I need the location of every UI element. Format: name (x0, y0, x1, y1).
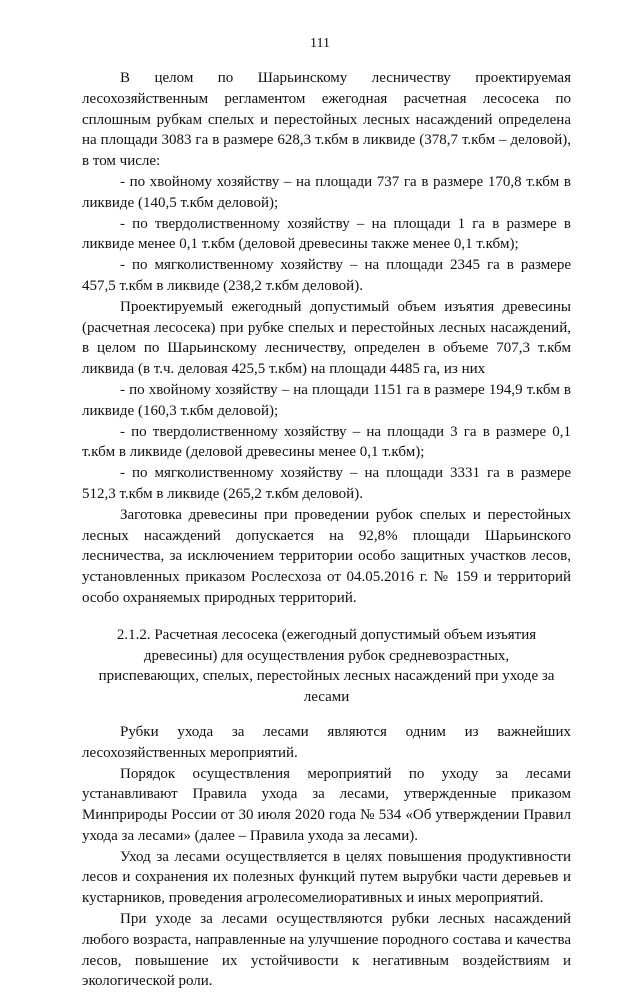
list-item: - по твердолиственному хозяйству – на площади 3 га в размере 0,1 т.кбм в ликвиде (деловой древесины менее 0,1 т.кбм); (82, 423, 571, 461)
paragraph: Порядок осуществления мероприятий по уходу за лесами устанавливают Правила ухода за лесами, утвержденные приказом Минприроды России от 30 июля 2020 года № 534 «Об утверждении Правил ухода за лесами» (далее – Правила ухода за лесами). (82, 765, 571, 844)
list-item: - по мягколиственному хозяйству – на площади 2345 га в размере 457,5 т.кбм в ликвиде (238,2 т.кбм деловой). (82, 257, 571, 294)
list-item: - по хвойному хозяйству – на площади 1151 га в размере 194,9 т.кбм в ликвиде (160,3 т.кбм деловой); (82, 381, 571, 419)
section-forest-care (82, 722, 571, 992)
section-heading: 2.1.2. Расчетная лесосека (ежегодный допустимый объем изъятия древесины) для осуществления рубок средневозрастных, приспевающих, спелых, перестойных лесных насаждений при уходе за лесами (98, 626, 555, 706)
section-calculated-cutting-area (82, 68, 571, 609)
paragraph: Уход за лесами осуществляется в целях повышения продуктивности лесов и сохранения их полезных функций путем вырубки части деревьев и кустарников, проведения агролесомелиоративных и иных мероприятий. (82, 848, 571, 907)
paragraph: Рубки ухода за лесами являются одним из важнейших лесохозяйственных мероприятий. (82, 723, 571, 761)
paragraph: Заготовка древесины при проведении рубок спелых и перестойных лесных насаждений допускается на 92,8% площади Шарьинского лесничества, за исключением территории особо защитных участков лесов, установленных приказом Рослесхоза от 04.05.2016 г. № 159 и территорий особо охраняемых природных территорий. (82, 506, 571, 606)
document-body (82, 68, 571, 992)
list-item: - по хвойному хозяйству – на площади 737 га в размере 170,8 т.кбм в ликвиде (140,5 т.кбм деловой); (82, 173, 571, 211)
list-item: - по твердолиственному хозяйству – на площади 1 га в размере в ликвиде менее 0,1 т.кбм (деловой древесины также менее 0,1 т.кбм); (82, 215, 571, 253)
page-number: 111 (310, 36, 330, 51)
list-item: - по мягколиственному хозяйству – на площади 3331 га в размере 512,3 т.кбм в ликвиде (265,2 т.кбм деловой). (82, 465, 571, 502)
paragraph: Проектируемый ежегодный допустимый объем изъятия древесины (расчетная лесосека) при рубке спелых и перестойных лесных насаждений, в целом по Шарьинскому лесничеству, определен в объеме 707,3 т.кбм ликвида (в т.ч. деловая 425,5 т.кбм) на площади 4485 га, из них (82, 298, 571, 378)
paragraph: В целом по Шарьинскому лесничеству проектируемая лесохозяйственным регламентом ежегодная расчетная лесосека по сплошным рубкам спелых и перестойных лесных насаждений определена на площади 3083 га в размере 628,3 т.кбм в ликвиде (378,7 т.кбм – деловой), в том числе: (82, 70, 571, 170)
paragraph: При уходе за лесами осуществляются рубки лесных насаждений любого возраста, направленные на улучшение породного состава и качества лесов, повышение их устойчивости к негативным воздействиям и экологической роли. (82, 911, 571, 990)
